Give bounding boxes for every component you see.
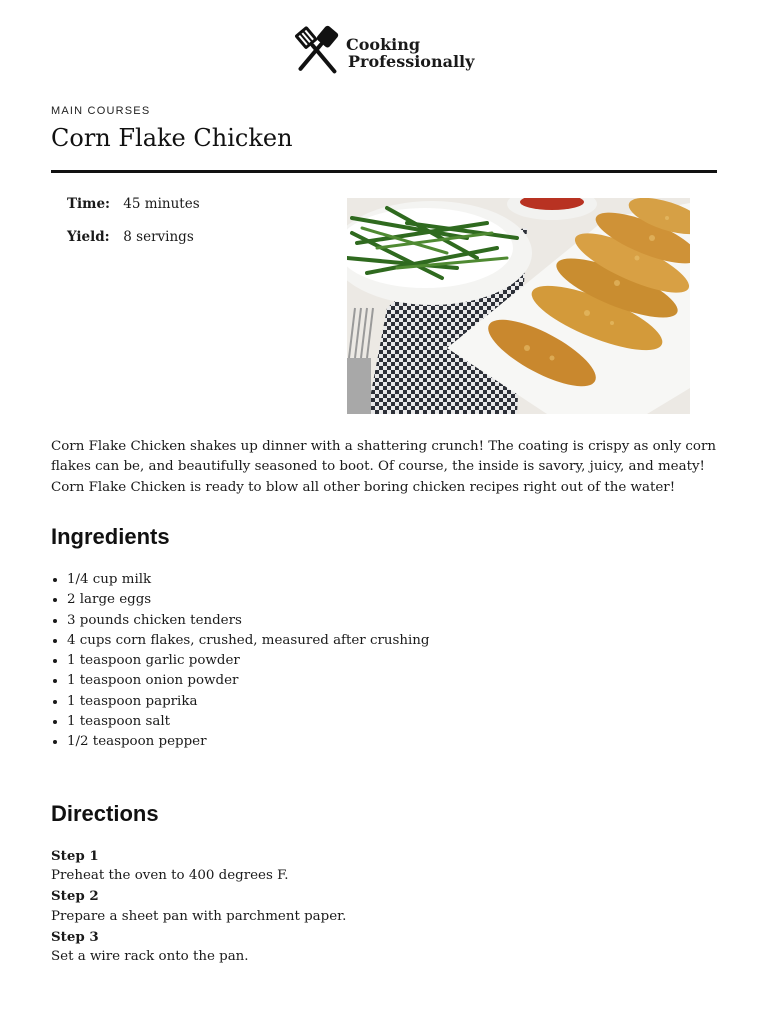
directions-heading: Directions: [51, 801, 159, 826]
recipe-title: Corn Flake Chicken: [51, 124, 293, 152]
ingredient-item: • 1 teaspoon paprika: [67, 692, 429, 712]
title-divider: [51, 170, 717, 173]
step-label: Step 2: [51, 888, 99, 905]
time-label: Time:: [67, 196, 111, 212]
ingredient-item: • 1/2 teaspoon pepper: [67, 732, 429, 752]
yield-row: [67, 229, 194, 245]
step-text: Preheat the oven to 400 degrees F.: [51, 868, 289, 884]
step-label: Step 3: [51, 928, 99, 945]
ingredient-item: • 2 large eggs: [67, 590, 429, 610]
step-label: Step 1: [51, 848, 99, 864]
logo-line-1: Cooking: [346, 35, 421, 54]
ingredient-item: • 1 teaspoon onion powder: [67, 671, 429, 691]
crossed-spatula-fork-icon: [288, 22, 350, 84]
ingredients-list: [51, 570, 429, 753]
directions-steps: [51, 846, 346, 967]
ingredient-item: • 1 teaspoon garlic powder: [67, 651, 429, 671]
ingredients-heading: Ingredients: [51, 524, 170, 549]
site-logo[interactable]: [288, 22, 480, 84]
time-row: [67, 196, 200, 212]
step-text: Set a wire rack onto the pan.: [51, 949, 249, 965]
logo-wordmark: [346, 36, 474, 70]
recipe-photo: [347, 198, 690, 414]
recipe-description: Corn Flake Chicken shakes up dinner with a shattering crunch! The coating is crispy as only corn flakes can be, and beautifully seasoned to boot. Of course, the inside is savory, juicy, and meaty! Corn Flake Chicken is ready to blow all other boring chicken recipes right out of the water!: [51, 439, 717, 495]
ingredient-item: • 1/4 cup milk: [67, 570, 429, 590]
category-label[interactable]: MAIN COURSES: [51, 105, 151, 117]
time-value: 45 minutes: [123, 196, 200, 212]
ingredient-item: • 4 cups corn flakes, crushed, measured after crushing: [67, 631, 429, 651]
logo-line-2: Professionally: [348, 52, 475, 71]
ingredient-item: • 1 teaspoon salt: [67, 712, 429, 732]
step-text: Prepare a sheet pan with parchment paper.: [51, 908, 347, 924]
ingredient-item: • 3 pounds chicken tenders: [67, 611, 429, 631]
yield-value: 8 servings: [123, 229, 194, 245]
yield-label: Yield:: [67, 229, 110, 245]
